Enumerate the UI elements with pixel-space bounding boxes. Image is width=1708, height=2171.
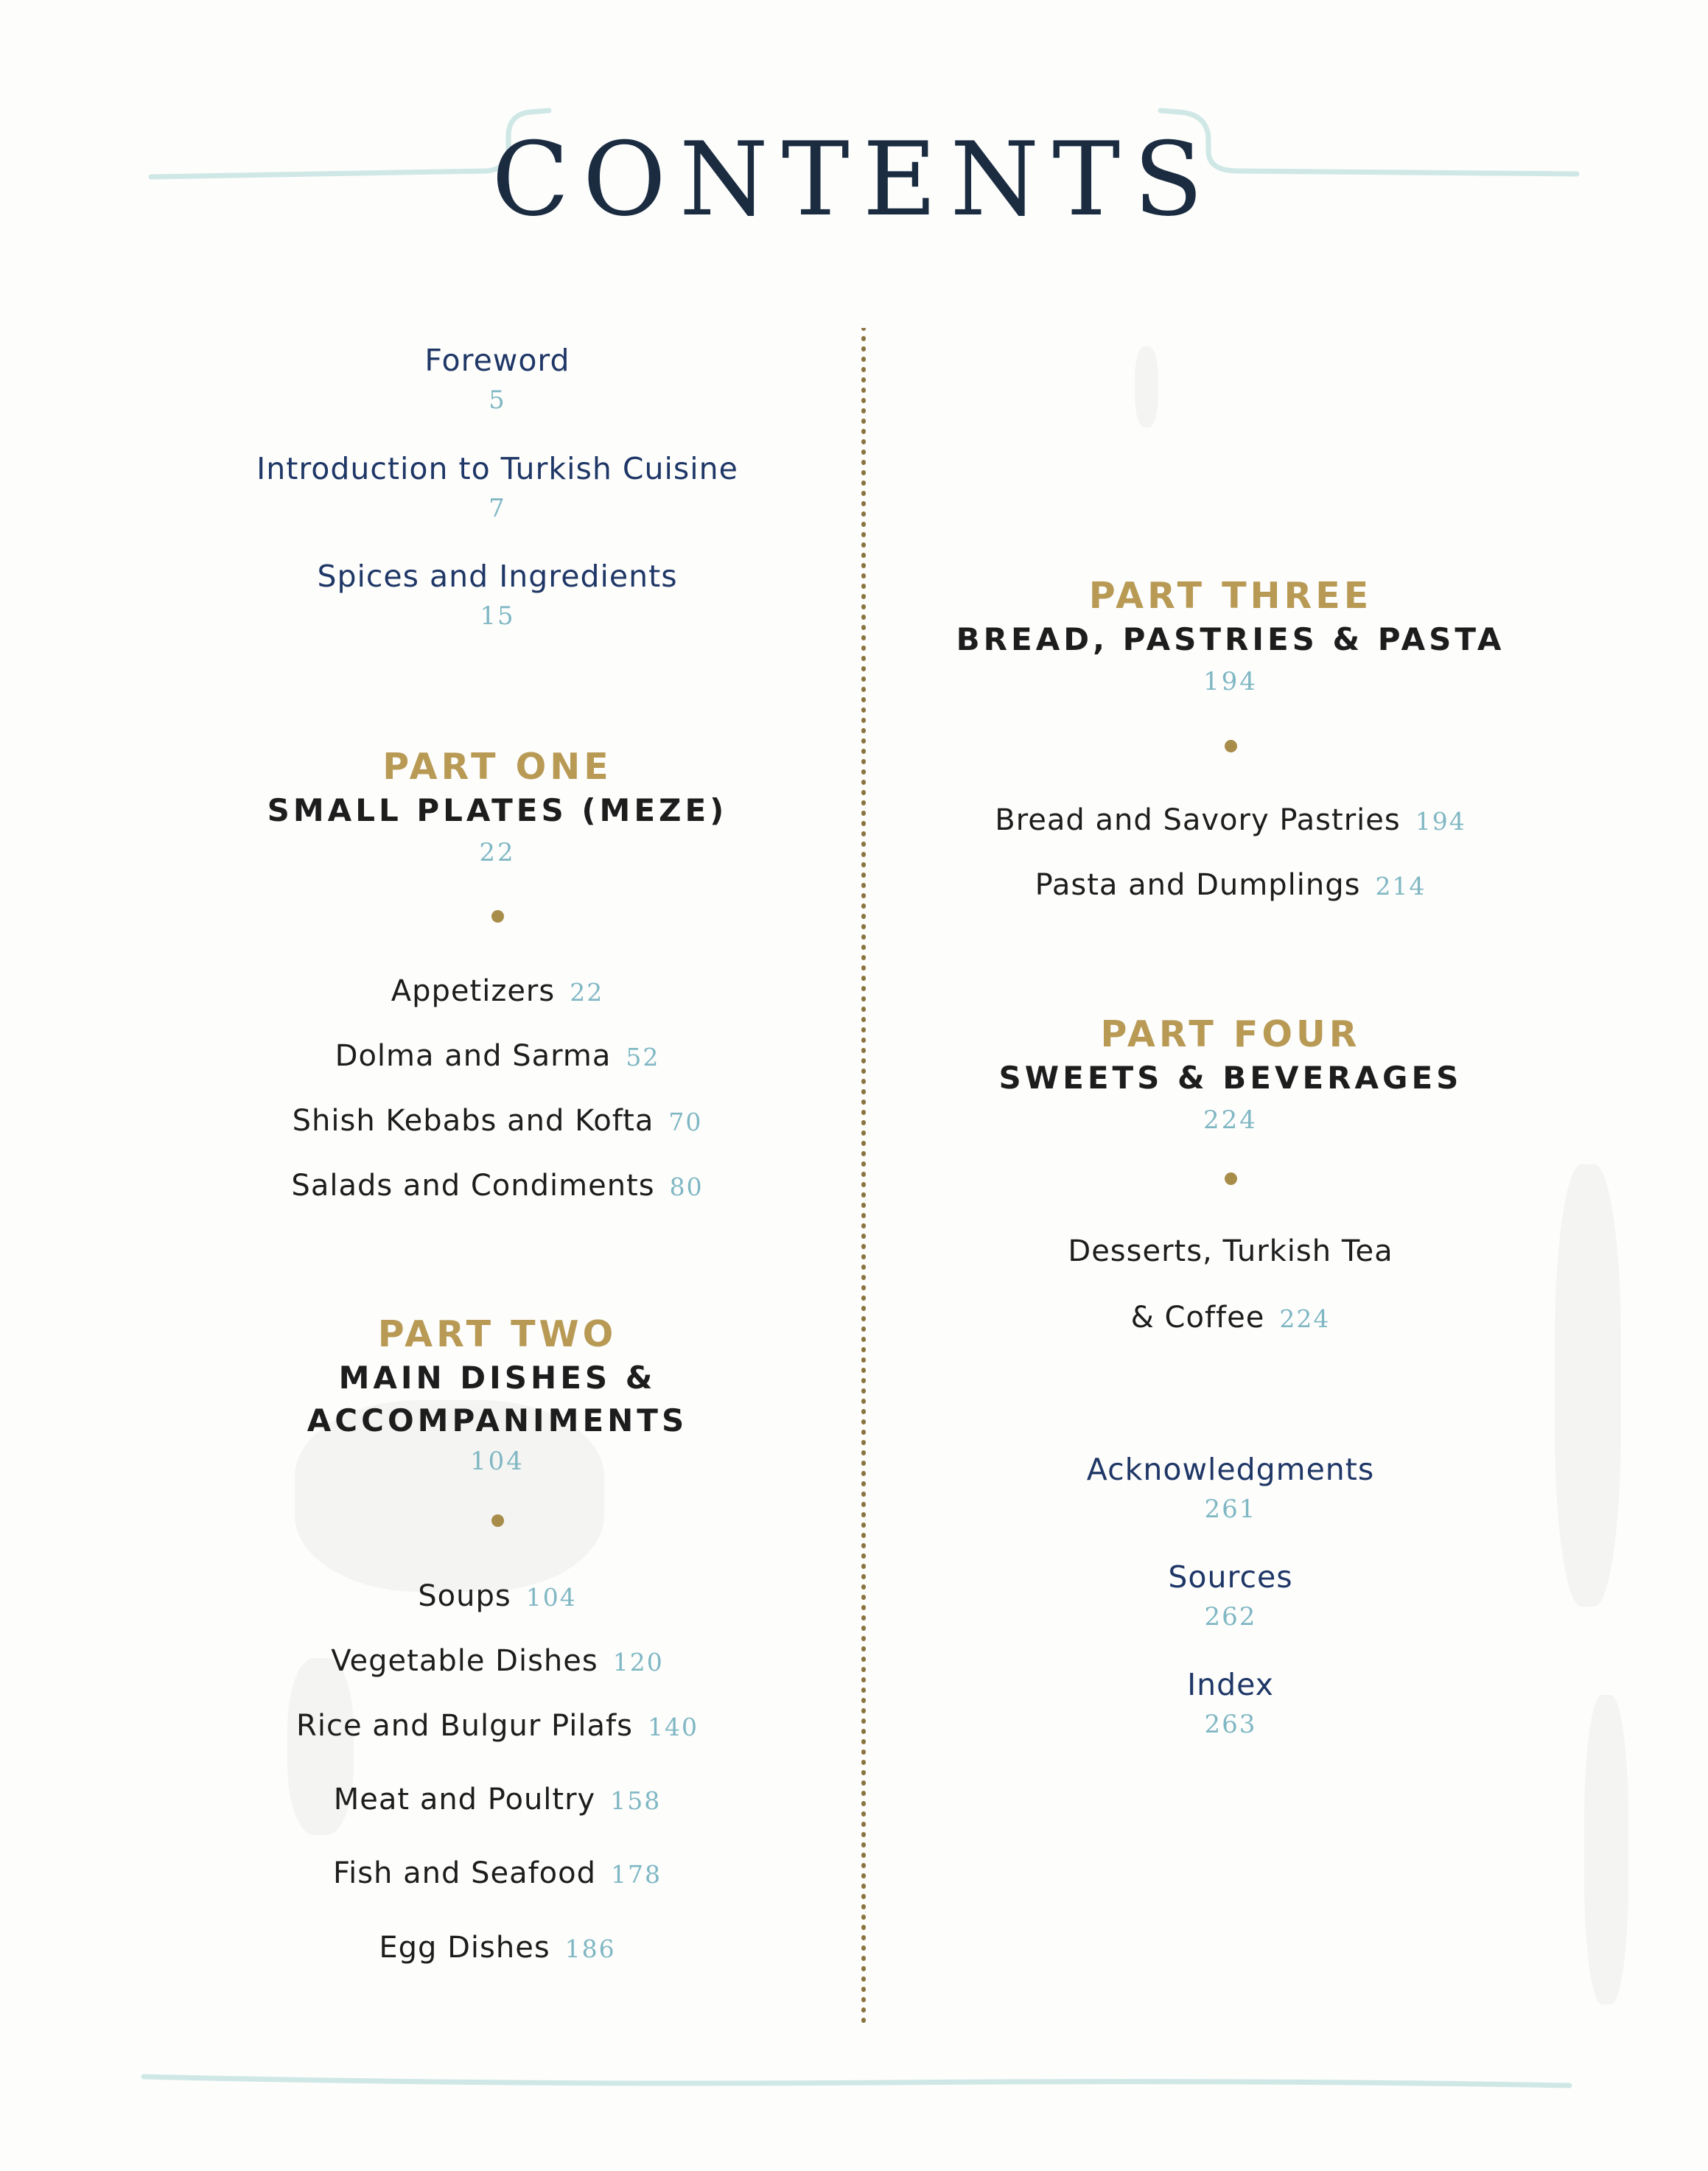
entry-page: 214 <box>1375 872 1427 901</box>
part-name: SWEETS & BEVERAGES <box>998 1060 1463 1096</box>
part-one-header[interactable] <box>129 746 866 867</box>
entry-page: 120 <box>612 1648 664 1677</box>
part-name: SMALL PLATES (MEZE) <box>267 792 728 828</box>
entry-title: Rice and Bulgur Pilafs <box>296 1709 633 1743</box>
entry-title: Dolma and Sarma <box>335 1039 612 1073</box>
entry-title: Meat and Poultry <box>333 1783 596 1817</box>
entry-title: Fish and Seafood <box>332 1856 596 1890</box>
toc-entry-foreword[interactable] <box>129 343 866 415</box>
ornament-dot <box>1225 1172 1237 1185</box>
toc-entry[interactable] <box>869 1301 1592 1335</box>
part-page: 22 <box>479 838 516 867</box>
toc-entry[interactable] <box>129 1579 866 1613</box>
entry-title: Bread and Savory Pastries <box>995 803 1401 837</box>
entry-title: Foreword <box>424 343 570 378</box>
entry-title: Introduction to Turkish Cuisine <box>256 451 738 486</box>
entry-page: 7 <box>489 494 506 523</box>
toc-entry[interactable] <box>129 1931 866 1965</box>
toc-entry[interactable] <box>129 1039 866 1073</box>
entry-page: 52 <box>626 1043 660 1071</box>
entry-title: Spices and Ingredients <box>317 559 678 594</box>
entry-page: 261 <box>1204 1494 1257 1524</box>
toc-entry[interactable] <box>869 803 1592 837</box>
toc-entry-sources[interactable] <box>869 1559 1592 1632</box>
toc-entry[interactable] <box>129 974 866 1008</box>
toc-entry-spices[interactable] <box>129 559 866 631</box>
part-label: PART FOUR <box>1100 1013 1361 1055</box>
ornament-dot <box>1225 740 1237 752</box>
toc-entry[interactable] <box>129 1783 866 1817</box>
part-page: 224 <box>1203 1105 1258 1135</box>
entry-page: 262 <box>1204 1602 1257 1632</box>
toc-entry[interactable] <box>129 1856 866 1890</box>
part-name: BREAD, PASTRIES & PASTA <box>956 621 1505 657</box>
toc-entry[interactable] <box>129 1169 866 1203</box>
toc-entry[interactable] <box>869 1234 1592 1268</box>
left-column <box>129 0 866 2171</box>
entry-title: Salads and Condiments <box>291 1169 655 1203</box>
page-title: CONTENTS <box>491 120 1217 239</box>
entry-page: 80 <box>669 1172 704 1201</box>
ornament-dot <box>491 910 504 923</box>
toc-entry-introduction[interactable] <box>129 451 866 523</box>
part-two-header[interactable] <box>129 1313 866 1476</box>
entry-title: Soups <box>418 1579 511 1613</box>
entry-page: 263 <box>1204 1710 1257 1739</box>
entry-page: 140 <box>647 1713 699 1741</box>
entry-page: 5 <box>489 385 506 415</box>
toc-entry[interactable] <box>869 868 1592 902</box>
part-label: PART TWO <box>377 1313 617 1355</box>
toc-entry-index[interactable] <box>869 1667 1592 1739</box>
entry-title: Vegetable Dishes <box>331 1644 598 1678</box>
entry-page: 158 <box>610 1786 662 1815</box>
entry-page: 178 <box>611 1860 662 1889</box>
entry-title: Acknowledgments <box>1086 1452 1375 1487</box>
entry-title: Desserts, Turkish Tea <box>1068 1234 1393 1268</box>
entry-title: Index <box>1187 1667 1274 1702</box>
entry-title: Appetizers <box>391 974 556 1008</box>
entry-page: 104 <box>525 1583 577 1612</box>
part-label: PART ONE <box>382 746 612 788</box>
toc-entry-acknowledgments[interactable] <box>869 1452 1592 1524</box>
entry-page: 186 <box>564 1934 616 1963</box>
entry-page: 224 <box>1279 1304 1331 1333</box>
toc-entry[interactable] <box>129 1644 866 1678</box>
part-four-header[interactable] <box>869 1013 1592 1135</box>
entry-title: Sources <box>1168 1559 1293 1595</box>
toc-entry[interactable] <box>129 1104 866 1138</box>
ornament-dot <box>491 1514 504 1527</box>
entry-page: 70 <box>668 1108 703 1136</box>
entry-title: Egg Dishes <box>379 1931 550 1965</box>
right-column <box>869 0 1592 2171</box>
entry-title: Shish Kebabs and Kofta <box>292 1104 654 1138</box>
entry-page: 194 <box>1415 807 1466 836</box>
entry-title: & Coffee <box>1130 1301 1265 1335</box>
part-label: PART THREE <box>1088 575 1373 617</box>
entry-title: Pasta and Dumplings <box>1035 868 1361 902</box>
part-name-line2: ACCOMPANIMENTS <box>307 1402 688 1438</box>
entry-page: 15 <box>480 601 515 631</box>
entry-page: 22 <box>570 978 604 1007</box>
part-page: 104 <box>470 1447 525 1476</box>
part-page: 194 <box>1203 667 1258 696</box>
part-name-line1: MAIN DISHES & <box>338 1360 657 1396</box>
part-three-header[interactable] <box>869 575 1592 696</box>
toc-entry[interactable] <box>129 1709 866 1743</box>
